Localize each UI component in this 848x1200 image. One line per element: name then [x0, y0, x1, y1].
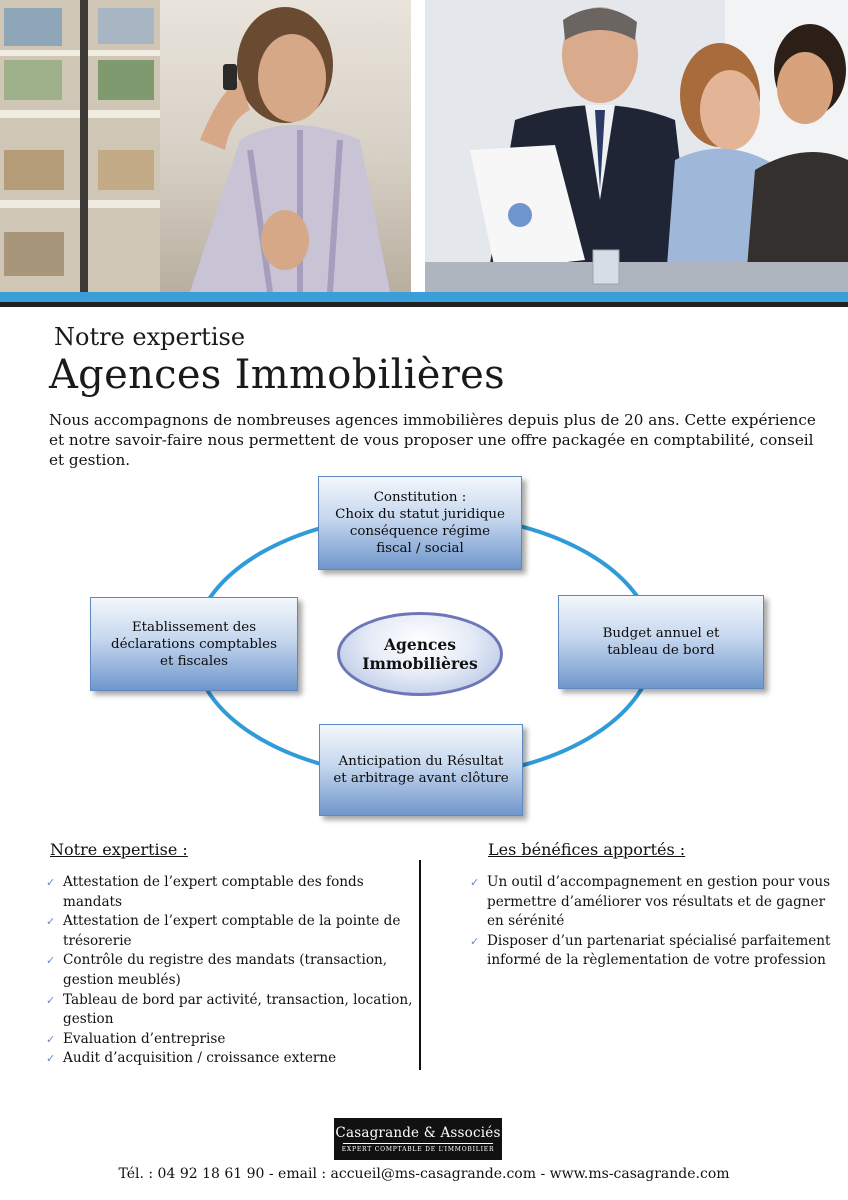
box-declarations-line: Etablissement des — [131, 619, 257, 635]
list-item — [46, 1049, 414, 1069]
section-kicker: Notre expertise — [54, 323, 246, 351]
check-icon: ✓ — [470, 934, 480, 948]
page-title: Agences Immobilières — [49, 352, 505, 398]
center-oval — [337, 612, 503, 696]
accent-rule-dark — [0, 302, 848, 307]
list-item-text: Contrôle du registre des mandats (transaction, gestion meublés) — [63, 952, 388, 988]
box-constitution-line: Choix du statut juridique — [335, 507, 505, 522]
box-declarations-line: et fiscales — [160, 653, 228, 669]
box-budget — [558, 595, 764, 689]
column-divider — [419, 860, 421, 1070]
check-icon: ✓ — [46, 1052, 56, 1066]
benefits-heading: Les bénéfices apportés : — [488, 840, 686, 859]
list-item-text: Audit d’acquisition / croissance externe — [63, 1050, 337, 1067]
check-icon: ✓ — [46, 1032, 56, 1046]
box-budget-line: tableau de bord — [607, 643, 715, 658]
check-icon: ✓ — [46, 876, 56, 889]
check-icon: ✓ — [470, 876, 480, 889]
box-constitution-line: fiscal / social — [376, 541, 464, 556]
check-icon: ✓ — [46, 993, 56, 1007]
box-budget-line: Budget annuel et — [602, 626, 720, 641]
box-anticipation — [319, 724, 523, 816]
box-declarations-line: déclarations comptables — [111, 636, 277, 652]
photo-woman-on-phone — [0, 0, 411, 292]
box-constitution — [318, 476, 522, 570]
logo-name: Casagrande & Associés — [335, 1125, 501, 1141]
benefits-list — [470, 873, 842, 971]
list-item-text: Attestation de l’expert comptable des fonds mandats — [63, 874, 364, 910]
expertise-heading: Notre expertise : — [50, 840, 188, 859]
list-item-text: Disposer d’un partenariat spécialisé parfaitement informé de la règlementation de votre profession — [487, 932, 831, 969]
list-item — [46, 1030, 414, 1050]
box-constitution-line: Constitution : — [373, 490, 467, 505]
list-item — [470, 873, 842, 932]
logo-tagline: EXPERT COMPTABLE DE L’IMMOBILIER — [341, 1146, 495, 1153]
list-item — [470, 932, 842, 971]
box-constitution-line: conséquence régime — [349, 524, 491, 539]
services-diagram — [0, 470, 848, 830]
center-oval-line: Immobilières — [362, 654, 478, 673]
photo-separator — [411, 0, 425, 292]
logo-divider — [343, 1143, 493, 1144]
company-logo — [334, 1118, 502, 1160]
list-item-text: Attestation de l’expert comptable de la pointe de trésorerie — [63, 913, 401, 949]
list-item — [46, 951, 414, 990]
header-photos — [0, 0, 848, 292]
list-item-text: Tableau de bord par activité, transaction, location, gestion — [63, 991, 413, 1028]
contact-line: Tél. : 04 92 18 61 90 - email : accueil@ms-casagrande.com - www.ms-casagrande.com — [118, 1166, 730, 1182]
box-declarations — [90, 597, 298, 691]
list-item — [46, 873, 414, 912]
intro-paragraph: Nous accompagnons de nombreuses agences immobilières depuis plus de 20 ans. Cette expérience et notre savoir-faire nous permettent de vous proposer une offre packagée en comptabilité, conseil et gestion. — [49, 411, 816, 469]
list-item-text: Evaluation d’entreprise — [63, 1030, 226, 1047]
check-icon: ✓ — [46, 915, 56, 929]
box-anticipation-line: Anticipation du Résultat — [338, 754, 504, 769]
accent-rule-blue — [0, 292, 848, 302]
box-anticipation-line: et arbitrage avant clôture — [333, 771, 509, 786]
list-item-text: Un outil d’accompagnement en gestion pour vous permettre d’améliorer vos résultats et de gagner en sérénité — [487, 874, 831, 930]
check-icon: ✓ — [46, 954, 56, 968]
center-oval-line: Agences — [383, 635, 456, 654]
photo-agent-with-couple — [425, 0, 848, 292]
list-item — [46, 912, 414, 951]
list-item — [46, 991, 414, 1030]
expertise-list — [46, 873, 414, 1069]
